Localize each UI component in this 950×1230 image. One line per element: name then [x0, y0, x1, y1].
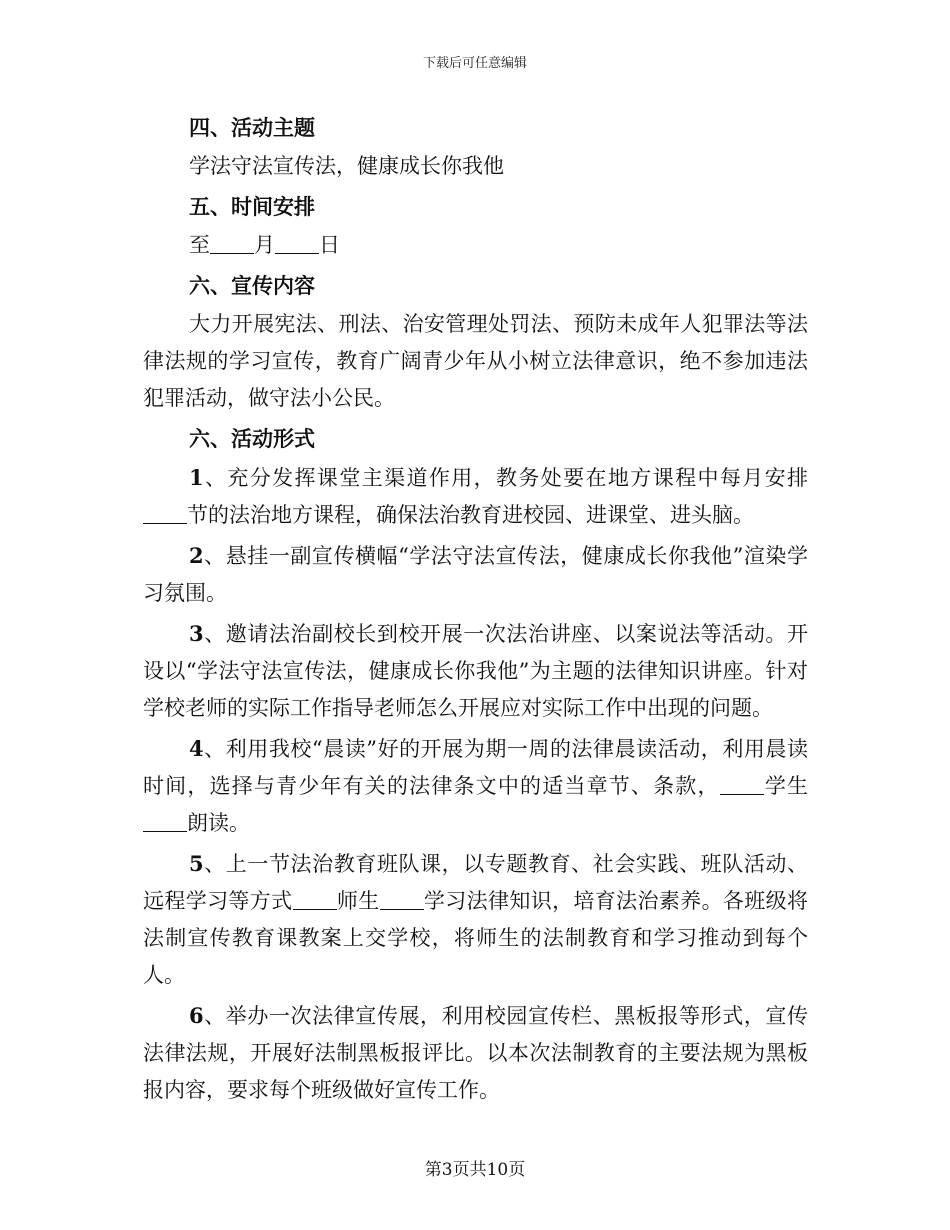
section-heading-form: 六、活动形式	[189, 427, 315, 451]
item-text: 、充分发挥课堂主渠道作用，教务处要在地方课程中每月安排	[203, 466, 808, 490]
item-text: 、举办一次法律宣传展，利用校园宣传栏、黑板报等形式，宣传法律法规，开展好法制黑板报评比。以本次法制教育的主要法规为黑板报内容，要求每个班级做好宣传工作。	[143, 1004, 808, 1102]
item-text: 朗读。	[187, 811, 250, 835]
fill-blank	[143, 811, 187, 832]
fill-blank	[380, 889, 424, 910]
item-number: 2	[189, 543, 204, 568]
item-text: 节的法治地方课程，确保法治教育进校园、进课堂、进头脑。	[187, 503, 754, 527]
item-text: 、邀请法治副校长到校开展一次法治讲座、以案说法等活动。开设以“学法守法宣传法，健康成长你我他”为主题的法律知识讲座。针对学校老师的实际工作指导老师怎么开展应对实际工作中出现的问题。	[143, 622, 808, 720]
time-month: 月	[254, 233, 275, 257]
form-item-3	[143, 615, 808, 727]
item-text: 学生	[763, 774, 808, 798]
form-item-2	[143, 537, 808, 612]
item-text: 、利用我校“晨读”好的开展为期一周的法律晨读活动，利用晨读时间，选择与青少年有关的法律条文中的适当章节、条款，	[143, 737, 808, 798]
time-day: 日	[319, 233, 340, 257]
item-number: 6	[189, 1003, 204, 1028]
fill-blank	[293, 889, 337, 910]
month-blank	[210, 233, 254, 254]
form-item-1	[143, 459, 808, 534]
item-text: 、悬挂一副宣传横幅“学法守法宣传法，健康成长你我他”渲染学习氛围。	[143, 544, 808, 605]
item-text: 师生	[336, 889, 380, 913]
section-heading-content: 六、宣传内容	[189, 274, 315, 298]
fill-blank	[720, 774, 764, 795]
item-number: 1	[189, 465, 204, 490]
form-item-6	[143, 997, 808, 1109]
document-body	[143, 108, 808, 1109]
page-number: 第3页共10页	[424, 1160, 526, 1180]
theme-text: 学法守法宣传法，健康成长你我他	[189, 154, 504, 178]
item-number: 5	[189, 851, 204, 876]
page-header: 下载后可任意编辑	[422, 56, 527, 71]
section-heading-theme: 四、活动主题	[189, 116, 315, 140]
content-text: 大力开展宪法、刑法、治安管理处罚法、预防未成年人犯罪法等法律法规的学习宣传，教育广阔青少年从小树立法律意识，绝不参加违法犯罪活动，做守法小公民。	[143, 312, 808, 410]
form-item-5	[143, 845, 808, 994]
item-number: 3	[189, 621, 204, 646]
item-text: 、上一节法治教育班队课，以专题教育、社会实践、班队活动、远程学习等方式	[143, 852, 808, 913]
time-to: 至	[189, 233, 210, 257]
item-text: 学习法律知识，培育法治素养。各班级将法制宣传教育课教案上交学校，将师生的法制教育和学习推动到每个人。	[143, 889, 809, 987]
fill-blank	[143, 503, 187, 524]
time-text	[143, 227, 808, 264]
section-heading-time: 五、时间安排	[189, 195, 315, 219]
day-blank	[275, 233, 319, 254]
form-item-4	[143, 730, 808, 842]
item-number: 4	[189, 736, 204, 761]
